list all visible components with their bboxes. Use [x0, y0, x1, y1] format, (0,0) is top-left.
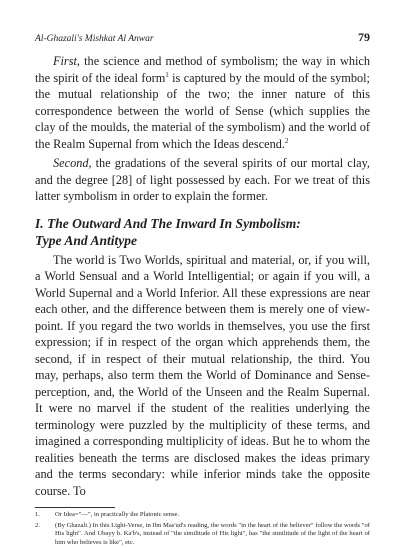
section-heading-line: I. The Outward And The Inward In Symbolism:: [35, 215, 301, 231]
footnotes: [35, 511, 370, 547]
paragraph-second: [35, 155, 370, 205]
footnote-text: Or Idea="—", in practically the Platonic sense.: [55, 511, 180, 518]
paragraph-lead-first: First,: [53, 54, 80, 68]
paragraph-text: the science and method of symbolism; the way in which the spirit of the ideal form: [35, 54, 370, 85]
footnote-divider: [35, 507, 115, 508]
footnote: [35, 522, 370, 547]
page-body: [35, 53, 370, 499]
paragraph-two-worlds: The world is Two Worlds, spiritual and material, or, if you will, a World Sensual and a World Intelligential; or again if you will, a World Supernal and a World Inferior. All these expressions are near each other, and the difference between them is merely one of view-point. If you regard the two worlds in themselves, you use the first expression; if in respect of the organ which apprehends them, the second, if in respect of their mutual relationship, the third. You may, perhaps, also term them the World of Dominance and Sense-perception, and, the World of the Unseen and the Realm Supernal. It were no marvel if the student of the realities underlying the terminology were puzzled by the multiplicity of these terms, and imagined a corresponding multiplicity of ideas. But he to whom the realities beneath the terms are disclosed makes the ideas primary and the terms secondary: while inferior minds take the opposite course. To: [35, 252, 370, 498]
paragraph-lead-second: Second,: [53, 156, 92, 170]
footnote-ref-1[interactable]: 1: [165, 70, 169, 79]
section-heading: [35, 215, 370, 249]
footnote-ref-2[interactable]: 2: [284, 136, 289, 145]
footnote-number: 1.: [35, 511, 40, 518]
section-heading-subline: Type And Antitype: [35, 232, 137, 248]
footnote: [35, 511, 370, 520]
paragraph-first: [35, 53, 370, 152]
page-number: 79: [358, 30, 370, 44]
footnote-text: (By Ghazali.) In this Light-Verse, in Ibn Mas'ud's reading, the words "in the heart of the believer" follow the words "of His light". And Ubayy b. Ka'b's, instead of "the similitude of His light", has "the similitude of the light of the heart of him who believes is like", etc.: [55, 521, 370, 546]
page-header: [35, 30, 370, 45]
paragraph-text: the gradations of the several spirits of our mortal clay, and the degree [28] of light possessed by each. For we treat of this latter symbolism in order to explain the former.: [35, 156, 370, 203]
paragraph-text: is captured by the mould of the symbol; the mutual relationship of the two; the inner nature of this correspondence between the world of Sense (which supplies the clay of the moulds, the material of the symbolism) and the world of the Realm Supernal from which the Ideas descend.: [35, 70, 370, 151]
footnote-number: 2.: [35, 521, 40, 529]
running-head: Al-Ghazali's Mishkat Al Anwar: [35, 34, 154, 44]
